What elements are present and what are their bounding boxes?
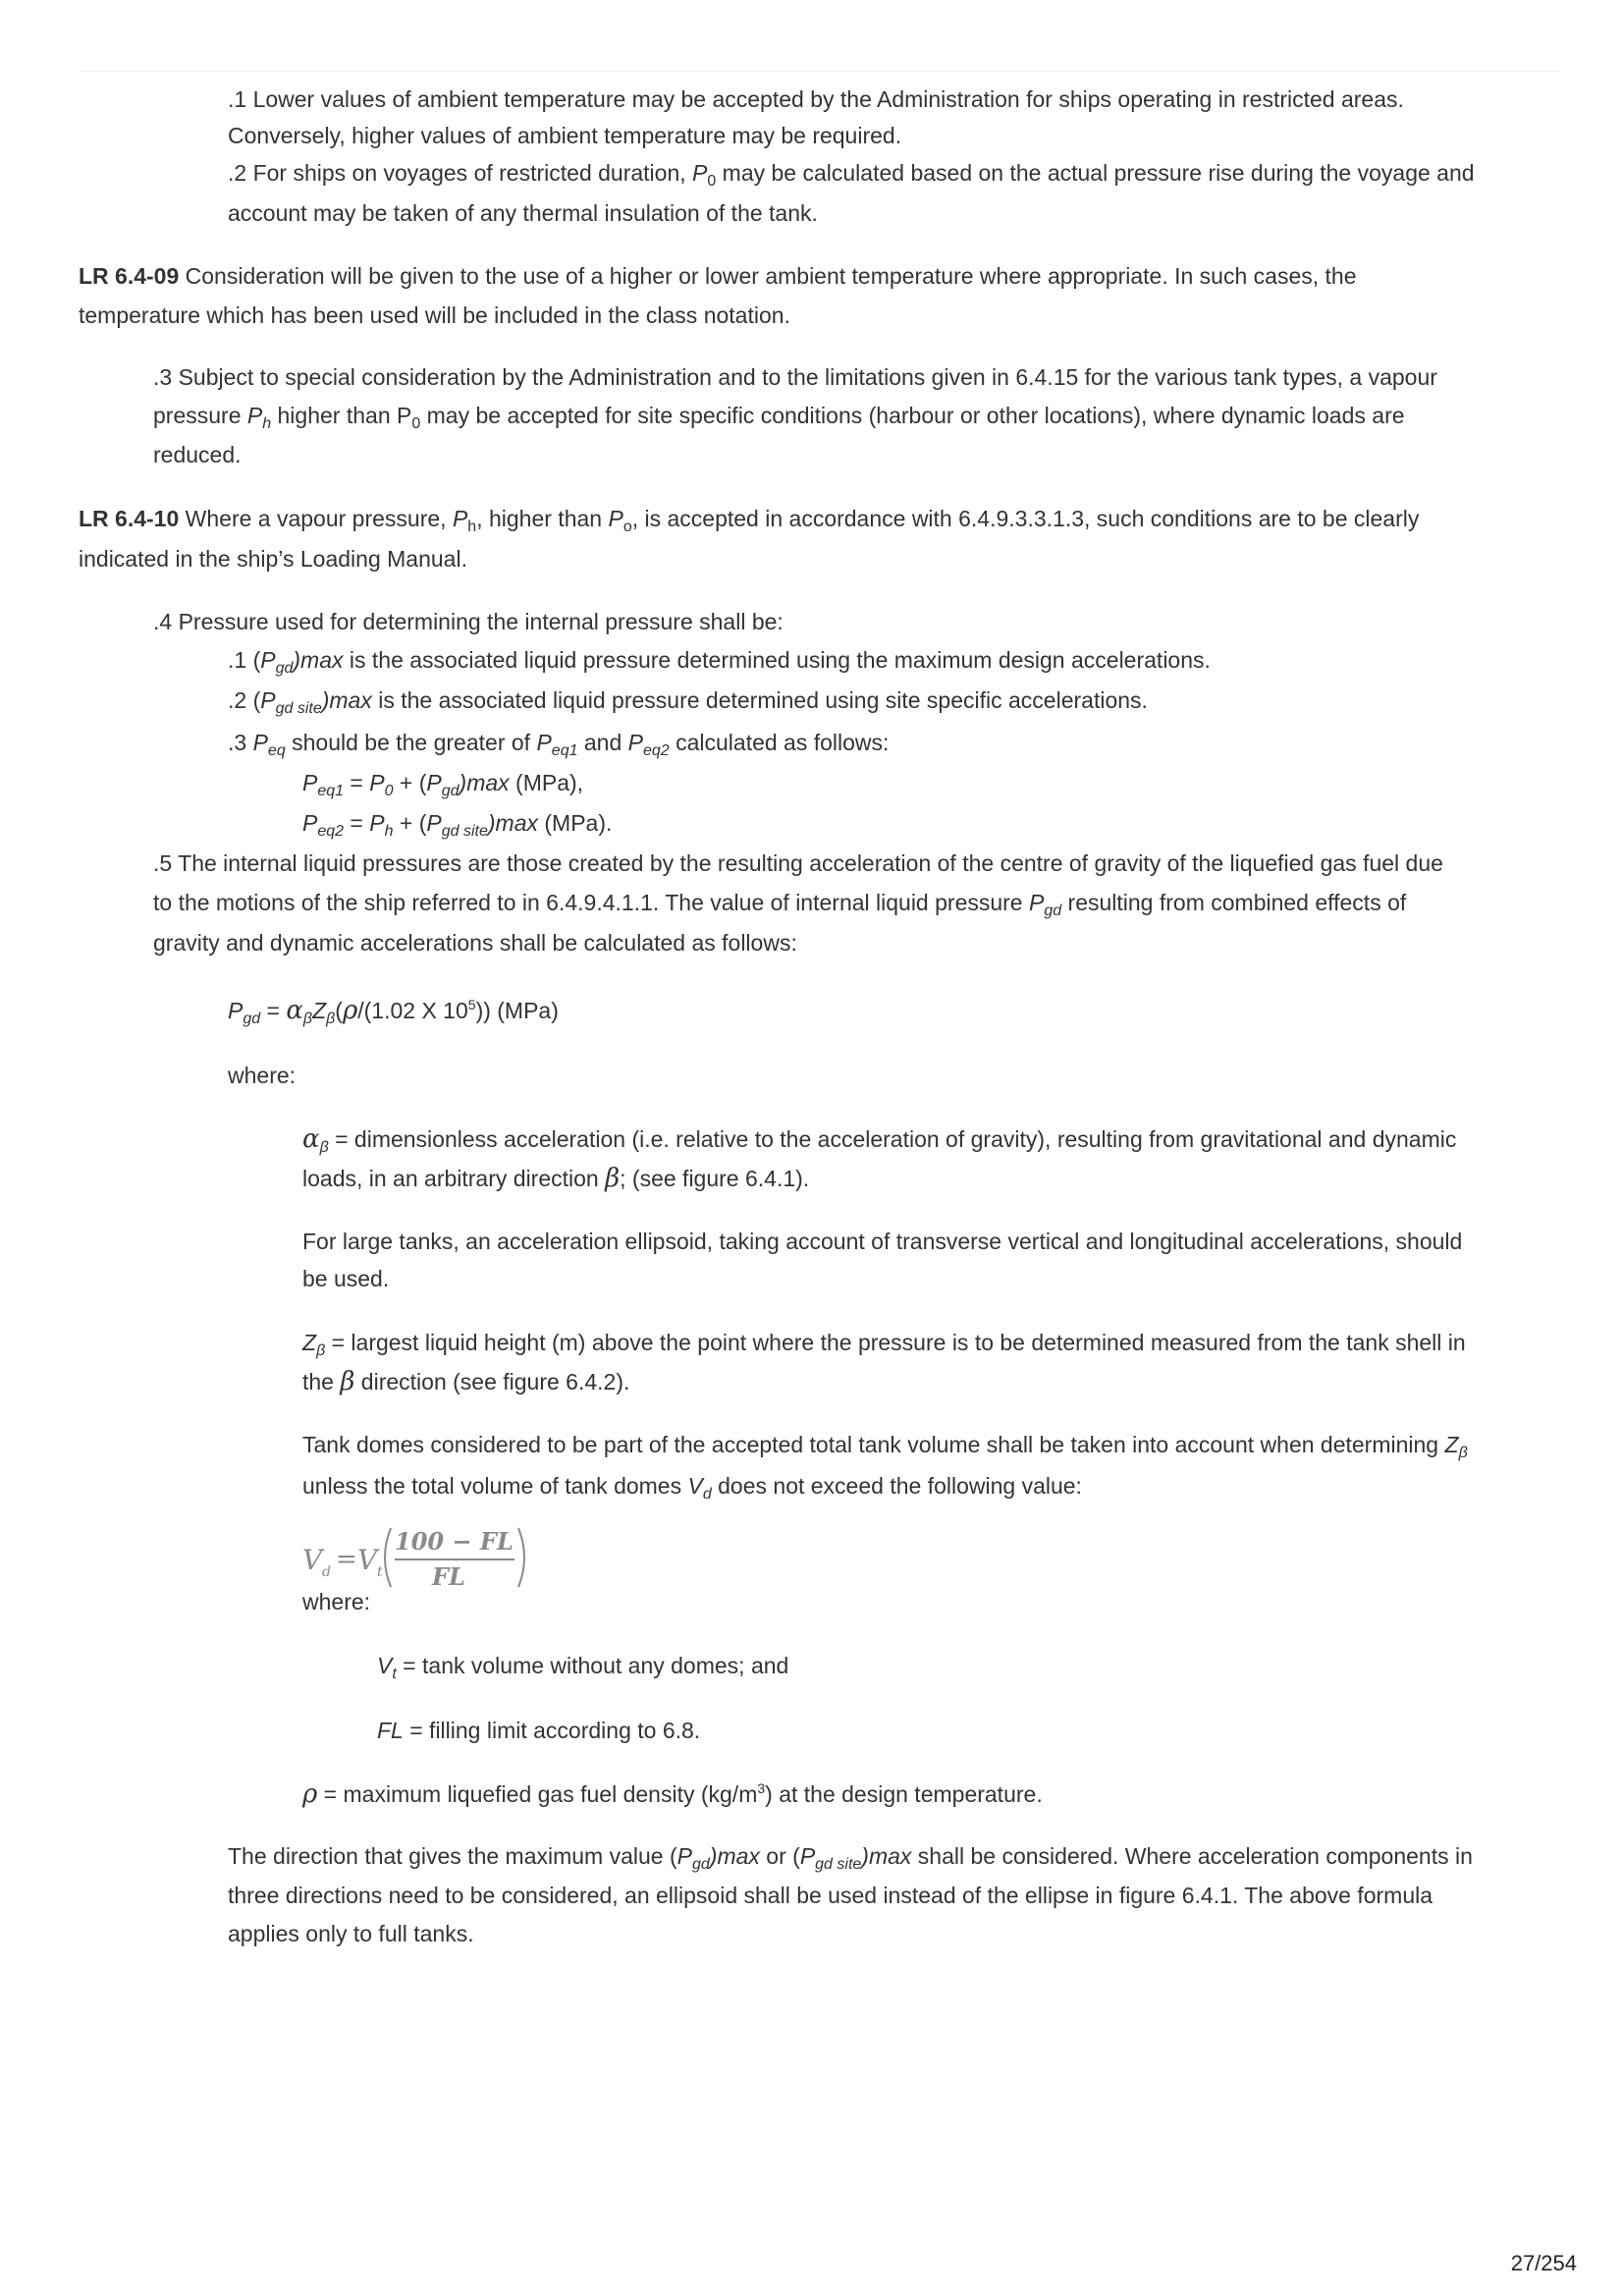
item-1-line-2: Conversely, higher values of ambient temperature may be required. (228, 123, 902, 148)
item-1-line-1: .1 Lower values of ambient temperature may be accepted by the Administration for ships operating in restricted areas. (228, 86, 1404, 112)
rho-definition: ρ = maximum liquefied gas fuel density $(kg/m^3)$ at the design temperature. (302, 1779, 1043, 1809)
lr-6-4-10-line-1: LR 6.4-10 Where a vapour pressure, $P_h$, higher than $P_o$, is accepted in accordance with 6.4.9.3.3.1.3, such conditions are to be clearly (79, 506, 1420, 535)
closing-line-2: three directions need to be considered, an ellipsoid shall be used instead of the ellipse in figure 6.4.1. The above formula (228, 1883, 1433, 1908)
vd-formula-left-paren (385, 1528, 391, 1587)
item-5-line-1: .5 The internal liquid pressures are those created by the resulting acceleration of the centre of gravity of the liquefied gas fuel due (153, 850, 1443, 876)
fl-definition: FL = filling limit according to 6.8. (377, 1718, 701, 1743)
vt-definition: $V_t = \tan k$ volume without any domes; and (377, 1653, 789, 1682)
pgd-formula: $P_{gd} = \alpha_\beta Z_\beta(\rho/(1.02$ X $10^5$)) (MPa) (228, 996, 559, 1027)
item-3-line-1: .3 Subject to special consideration by the Administration and to the limitations given in 6.4.15 for the various tank types, a vapour (153, 364, 1437, 390)
closing-line-3: applies only to full tanks. (228, 1921, 474, 1946)
item-2-line-2: account may be taken of any thermal insulation of the tank. (228, 200, 818, 226)
large-tanks-line-1: For large tanks, an acceleration ellipsoid, taking account of transverse vertical and longitudinal accelerations, should (302, 1229, 1463, 1254)
where-label-2: where: (302, 1589, 371, 1614)
z-definition-line-2: the β direction (see figure 6.4.2). (302, 1367, 630, 1396)
top-divider (79, 71, 1561, 72)
vd-formula-lhs: V (302, 1544, 323, 1576)
vd-formula-right-paren (518, 1528, 524, 1587)
item-3-line-3: reduced. (153, 442, 242, 467)
item-5-line-3: gravity and dynamic accelerations shall be calculated as follows: (153, 930, 797, 956)
item-3-line-2: pressure $P_h$ higher than $P_0$ may be accepted for site specific conditions (harbour or other locations), where dynamic loads are (153, 403, 1405, 432)
item-5-line-2: to the motions of the ship referred to in 6.4.9.4.1.1. The value of internal liquid pressure $P_{gd}$ resulting from combined effects of (153, 890, 1407, 919)
where-label-1: where: (228, 1063, 297, 1088)
item-2-line-1: .2 For ships on voyages of restricted duration, $P_0$ may be calculated based on the actual pressure rise during the voyage and (228, 160, 1475, 190)
alpha-definition-line-1: $\alpha_\beta$ = dimensionless acceleration (i.e. relative to the acceleration of gravity), resulting from gravitational and dynamic (302, 1124, 1457, 1156)
large-tanks-line-2: be used. (302, 1266, 390, 1291)
z-definition-line-1: $Z_\beta$ = largest liquid height (m) above the point where the pressure is to be determined measured from the tank shell in (302, 1330, 1466, 1359)
vd-formula-v-sub: t (377, 1564, 383, 1580)
equation-peq2: $P_{eq2} = P_h + (P_{gd site})\max$ (MPa). (302, 810, 613, 840)
lr-6-4-10-line-2: indicated in the ship’s Loading Manual. (79, 546, 467, 572)
item-4-2: .2 $(P_{gd site})\max$ is the associated liquid pressure determined using site specific accelerations. (228, 687, 1148, 717)
page-number: 27/254 (1510, 2251, 1577, 2275)
vd-formula-eq: = (336, 1545, 357, 1574)
item-4-3: .3 $P_{eq}$ should be the greater of $P_{eq1}$ and $P_{eq2}$ calculated as follows: (228, 730, 890, 759)
closing-line-1: The direction that gives the maximum value $(P_{gd})\max$ or $(P_{gd site})\max$ shall be considered. Where acceleration components in (228, 1843, 1473, 1873)
vd-formula-denominator: FL (432, 1562, 465, 1591)
alpha-definition-line-2: loads, in an arbitrary direction β; (see figure 6.4.1). (302, 1164, 810, 1193)
vd-formula-lhs-sub: d (322, 1564, 331, 1580)
vd-formula-v: V (357, 1544, 378, 1576)
lr-6-4-09-line-1: LR 6.4-09 Consideration will be given to the use of a higher or lower ambient temperature where appropriate. In such cases, the (79, 263, 1357, 289)
item-4-intro: .4 Pressure used for determining the internal pressure shall be: (153, 609, 784, 634)
tank-domes-line-1: Tank domes considered to be part of the accepted total tank volume shall be taken into account when determining $Z_\beta$ (302, 1432, 1468, 1461)
tank-domes-line-2: unless the total volume of tank domes $V_d$ does not exceed the following value: (302, 1473, 1082, 1503)
item-4-1: .1 $(P_{gd})\max$ is the associated liquid pressure determined using the maximum design accelerations. (228, 647, 1211, 677)
equation-peq1: $P_{eq1} = P_0 + (P_{gd})\max$ (MPa), (302, 770, 584, 799)
lr-6-4-09-line-2: temperature which has been used will be included in the class notation. (79, 302, 790, 328)
vd-formula-numerator: 100 − FL (395, 1527, 514, 1556)
